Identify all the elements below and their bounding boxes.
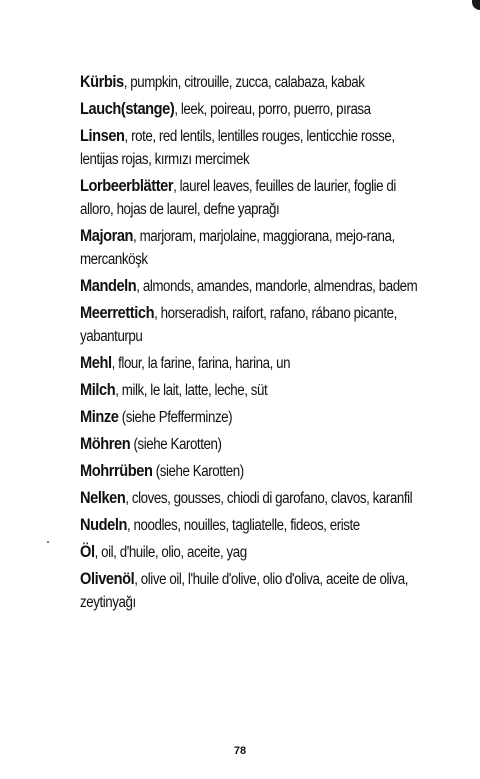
entry-translations: , flour, la farine, farina, harina, un: [111, 355, 291, 372]
entry-headword: Majoran: [80, 226, 134, 245]
entry-headword: Minze: [80, 407, 119, 426]
glossary-entry: [80, 301, 428, 348]
glossary-entry: [80, 124, 428, 171]
entry-headword: Nelken: [80, 488, 126, 507]
print-speck: [47, 541, 49, 543]
entry-headword: Öl: [80, 542, 95, 561]
entry-translations: (siehe Karotten): [130, 436, 222, 453]
entry-translations: , oil, d'huile, olio, aceite, yag: [94, 544, 247, 561]
entry-translations: , horseradish, raifort, rafano, rábano picante, yabanturpu: [80, 305, 397, 345]
glossary-entry: [80, 513, 428, 537]
entry-translations: , pumpkin, citrouille, zucca, calabaza, kabak: [123, 74, 365, 91]
glossary-entry: [80, 540, 428, 564]
glossary-entry: [80, 486, 428, 510]
glossary-entry: [80, 174, 428, 221]
entry-headword: Olivenöl: [80, 569, 135, 588]
glossary-entry: [80, 351, 428, 375]
entry-headword: Möhren: [80, 434, 131, 453]
glossary-entry: [80, 432, 428, 456]
entry-headword: Meerrettich: [80, 303, 155, 322]
entry-translations: , rote, red lentils, lentilles rouges, lenticchie rosse, lentijas rojas, kırmızı mercimek: [80, 128, 395, 168]
entry-translations: , cloves, gousses, chiodi di garofano, clavos, karanfil: [125, 490, 413, 507]
glossary-entry: [80, 70, 428, 94]
entry-translations: , milk, le lait, latte, leche, süt: [115, 382, 268, 399]
glossary-list: [80, 70, 418, 617]
entry-translations: , marjoram, marjolaine, maggiorana, mejo-rana, mercanköşk: [80, 228, 395, 268]
entry-translations: (siehe Karotten): [152, 463, 244, 480]
page-number: 78: [233, 745, 247, 757]
glossary-entry: [80, 274, 428, 298]
entry-headword: Milch: [80, 380, 116, 399]
entry-headword: Lauch(stange): [80, 99, 175, 118]
entry-translations: , laurel leaves, feuilles de laurier, foglie di alloro, hojas de laurel, defne yaprağı: [80, 178, 396, 218]
glossary-entry: [80, 459, 428, 483]
glossary-entry: [80, 97, 428, 121]
glossary-entry: [80, 378, 428, 402]
glossary-entry: [80, 224, 428, 271]
entry-translations: , noodles, nouilles, tagliatelle, fideos, eriste: [126, 517, 360, 534]
entry-headword: Mehl: [80, 353, 112, 372]
entry-headword: Mohrrüben: [80, 461, 153, 480]
entry-headword: Nudeln: [80, 515, 127, 534]
entry-headword: Linsen: [80, 126, 125, 145]
glossary-entry: [80, 405, 428, 429]
entry-translations: (siehe Pfefferminze): [118, 409, 233, 426]
entry-translations: , almonds, amandes, mandorle, almendras, badem: [136, 278, 418, 295]
entry-translations: , leek, poireau, porro, puerro, pırasa: [174, 101, 371, 118]
entry-headword: Lorbeerblätter: [80, 176, 174, 195]
glossary-entry: [80, 567, 428, 614]
entry-translations: , olive oil, l'huile d'olive, olio d'oliva, aceite de oliva, zeytinyağı: [80, 571, 409, 611]
entry-headword: Kürbis: [80, 72, 124, 91]
entry-headword: Mandeln: [80, 276, 137, 295]
page-corner-mark: [472, 0, 480, 10]
